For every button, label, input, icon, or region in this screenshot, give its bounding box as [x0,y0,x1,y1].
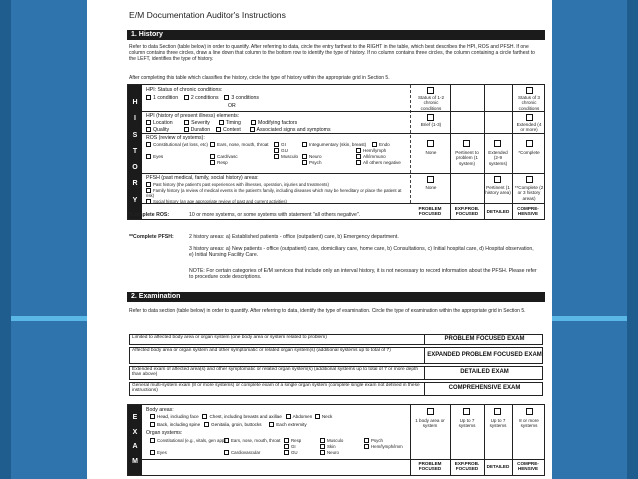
item-label: Psych [309,160,322,165]
col1-hpi: Brief (1-3) [420,122,442,127]
checkbox[interactable] [146,127,151,132]
item-label: Head, including face [157,414,199,419]
checkbox[interactable] [526,140,533,147]
item-label: Card/vasc [217,154,238,159]
checkbox[interactable] [184,120,189,125]
item-label: All others negative [363,160,401,165]
exam-type-expanded[interactable]: EXP.PROB. FOCUSED [454,461,480,471]
checkbox[interactable] [224,95,229,100]
col2-ros: Pertinent to problem (1 system) [455,150,479,166]
checkbox[interactable] [427,87,434,94]
checkbox[interactable] [210,142,215,147]
exam-row-description: General multi-system exam (8 or more systems) or complete exam of a single organ system (complete single exam not defined in these instructions) [132,383,420,393]
checkbox[interactable] [372,142,377,147]
row-divider [142,173,544,174]
checkbox[interactable] [526,408,533,415]
checkbox[interactable] [216,127,221,132]
checkbox[interactable] [146,120,151,125]
item-label: Context [222,127,241,133]
checkbox[interactable] [364,438,369,443]
vertical-letter: X [132,428,138,436]
vertical-letter: T [132,147,138,155]
checkbox[interactable] [146,95,151,100]
col2-hpi: Extended (4 or more) [516,122,542,133]
item-label: GU [291,450,298,455]
item-label: All/immuno [363,154,386,159]
checkbox[interactable] [320,438,325,443]
checkbox[interactable] [150,438,155,443]
exam-type-label[interactable]: EXPANDED PROBLEM FOCUSED EXAM [424,348,544,363]
item-label: Abdomen [292,414,313,419]
pfsh-label: PFSH (past medical, family, social history) areas: [146,175,259,181]
history-type-expanded[interactable]: EXP.PROB. FOCUSED [454,206,480,216]
checkbox[interactable] [526,176,533,183]
history-table [127,84,545,220]
history-type-comprehensive[interactable]: COMPRE-HENSIVE [517,206,539,216]
item-label: Each extremity [276,422,307,427]
checkbox[interactable] [356,154,361,159]
checkbox[interactable] [427,114,434,121]
col1-ros: None [425,150,437,155]
checkbox[interactable] [494,140,501,147]
item-label: Modifying factors [258,120,298,126]
vertical-letter: I [134,115,136,123]
exam-type-label[interactable]: DETAILED EXAM [424,367,544,379]
checkbox[interactable] [427,140,434,147]
item-label: Neuro [327,450,339,455]
item-label: Severity [191,120,210,126]
vertical-letter: M [132,457,138,465]
item-label: GU [281,148,288,153]
accent-stripe-left [11,316,87,321]
checkbox[interactable] [224,438,229,443]
pfsh-items [146,182,408,204]
exam-table [127,404,545,476]
slide-border-left [0,0,11,479]
item-label: Neuro [309,154,322,159]
exam-col4: 8 or more systems [519,418,539,429]
vertical-letter: H [132,99,138,107]
checkbox[interactable] [269,422,274,427]
checkbox[interactable] [146,199,151,204]
checkbox[interactable] [320,444,325,449]
checkbox[interactable] [274,148,279,153]
checkbox[interactable] [494,176,501,183]
checkbox[interactable] [150,422,155,427]
item-label: Timing [225,120,241,126]
checkbox[interactable] [494,408,501,415]
checkbox[interactable] [315,414,320,419]
option-label: 2 conditions [190,95,219,101]
document-page [87,0,552,479]
item-label: Duration [190,127,211,133]
exam-type-problem-focused[interactable]: PROBLEM FOCUSED [418,461,442,471]
exam-row [129,382,543,396]
exam-row [129,334,543,345]
item-label: Quality [153,127,170,133]
vertical-letter: S [132,131,138,139]
ros-label: ROS (review of systems): [146,135,205,141]
item-label: Hem/lymph/imm [371,444,403,449]
complete-ros-text: 10 or more systems, or some systems with statement "all others negative". [189,212,361,218]
vertical-letter: E [132,414,138,422]
checkbox[interactable] [184,127,189,132]
col1-pfsh: None [425,185,437,190]
item-label: Integumentary (skin, breast) [309,142,367,147]
item-label: GI [291,444,296,449]
history-section-header: 1. History [127,30,545,40]
checkbox[interactable] [274,142,279,147]
complete-ros-label: *Complete ROS: [129,212,170,218]
organ-systems-label: Organ systems: [146,430,183,436]
hpi-chronic-options [146,95,259,101]
history-type-problem-focused[interactable]: PROBLEM FOCUSED [418,206,442,216]
checkbox[interactable] [204,422,209,427]
item-label: Neck [321,414,333,419]
checkbox[interactable] [286,414,291,419]
column-divider [410,85,411,203]
checkbox[interactable] [146,142,151,147]
hpi-present-row1 [146,120,297,126]
checkbox[interactable] [146,182,151,187]
checkbox[interactable] [427,408,434,415]
item-label: Endo [379,142,390,147]
examination-instructions: Refer to data section (table below) in order to quantify. After referring to data, identify the type of examination. Circle the type of examination within the appropriate grid in Section 5. [129,308,526,314]
item-label: Associated signs and symptoms [256,127,331,133]
item-label: Musculo [281,154,299,159]
item-label: Resp [291,438,302,443]
hpi-present-label: HPI (history of present illness) elements: [146,113,240,119]
hpi-chronic-label: HPI: Status of chronic conditions: [146,87,223,93]
checkbox[interactable] [224,450,229,455]
checkbox[interactable] [250,127,255,132]
item-label: Ears, nose, mouth, throat [217,142,269,147]
checkbox[interactable] [210,160,215,165]
complete-pfsh-text1: 2 history areas: a) Established patients - office (outpatient) care, b) Emergency department. [189,234,399,240]
item-label: Constitutional (e.g., vitals, gen app) [157,438,226,443]
row-divider [142,459,544,460]
item-label: Cardiovascular [231,450,261,455]
exam-row-description: Limited to affected body area or organ system (one body area or system related to problem) [132,335,327,340]
exam-type-comprehensive[interactable]: COMPRE-HENSIVE [517,461,539,471]
checkbox[interactable] [302,142,307,147]
option-label: 3 conditions [231,95,259,101]
column-divider [512,85,513,219]
document-title: E/M Documentation Auditor's Instructions [129,10,286,20]
checkbox[interactable] [356,148,361,153]
accent-stripe-right [552,316,627,321]
checkbox[interactable] [150,414,155,419]
vertical-letter: R [132,180,138,188]
item-label: Social history (an age appropriate review of past and current activities) [153,198,287,204]
checkbox[interactable] [184,95,189,100]
exam-type-label[interactable]: COMPREHENSIVE EXAM [424,383,544,395]
checkbox[interactable] [202,414,207,419]
checkbox[interactable] [526,87,533,94]
checkbox[interactable] [356,160,361,165]
exam-col2: Up to 7 systems [458,418,476,429]
option-label: 1 condition [153,95,179,101]
hpi-present-row2 [146,127,331,133]
checkbox[interactable] [274,154,279,159]
exam-row-description: Affected body area or organ system and other symptomatic or related organ system(s) (additional systems up to total of 7) [132,348,391,353]
exam-row-description: Extended exam of affected area(s) and other symptomatic or related organ system(s) (additional systems up to total of 7 or more depth than above) [132,367,419,377]
item-label: Constitutional (wt loss, etc) [153,142,208,147]
exam-type-label[interactable]: PROBLEM FOCUSED EXAM [424,335,544,344]
checkbox[interactable] [251,120,256,125]
or-label: OR [228,103,236,109]
complete-pfsh-label: **Complete PFSH: [129,234,174,240]
examination-section-header: 2. Examination [127,292,545,302]
body-areas-label: Body areas: [146,407,174,413]
checkbox[interactable] [219,120,224,125]
item-label: Chest, including breasts and axillae [209,414,282,419]
slide-background-right [552,0,627,479]
history-after-text: After completing this table which classifies the history, circle the type of history within the appropriate grid in Section 5. [129,75,390,81]
col1-chronic: Status of 1-2 chronic conditions [417,95,445,111]
exam-vertical-label [128,405,142,475]
exam-row [129,347,543,364]
checkbox[interactable] [146,154,151,159]
col3-ros: Extended (2-9 systems) [488,150,508,166]
exam-col3: Up to 7 systems [489,418,507,429]
vertical-letter: A [132,443,138,451]
slide-border-right [627,0,638,479]
exam-row [129,366,543,380]
checkbox[interactable] [364,444,369,449]
vertical-letter: Y [132,196,138,204]
item-label: Eyes [157,450,167,455]
row-divider [142,111,544,112]
item-label: Resp [217,160,228,165]
col2-chronic: Status of 3 chronic conditions [518,95,540,111]
item-label: Skin [327,444,336,449]
col3-pfsh: Pertinent (1 history area) [485,185,511,196]
history-type-detailed[interactable]: DETAILED [486,209,510,214]
pfsh-note: NOTE: For certain categories of E/M services that include only an interval history, it is not necessary to record information about the PFSH. Please refer to procedure code descriptions. [189,268,537,281]
checkbox[interactable] [427,176,434,183]
checkbox[interactable] [302,160,307,165]
checkbox[interactable] [302,154,307,159]
col4-ros: *Complete [518,150,540,155]
checkbox[interactable] [150,450,155,455]
item-label: GI [281,142,286,147]
checkbox[interactable] [526,114,533,121]
item-label: Genitalia, groin, buttocks [211,422,262,427]
checkbox[interactable] [284,438,289,443]
checkbox[interactable] [210,154,215,159]
col4-pfsh: **Complete (2 or 3 history areas) [514,185,544,201]
checkbox[interactable] [463,408,470,415]
body-areas-row1 [150,414,332,420]
checkbox[interactable] [284,450,289,455]
checkbox[interactable] [284,444,289,449]
item-label: Past history (the patient's past experiences with illnesses, operation, injuries and treatments) [153,182,329,187]
history-vertical-label [128,85,142,219]
checkbox[interactable] [463,140,470,147]
vertical-letter: O [132,164,138,172]
item-label: Musculo [327,438,344,443]
exam-col1: 1 body area or system [415,418,445,429]
body-areas-row2 [150,422,307,428]
item-label: Ears, nose, mouth, throat [231,438,281,443]
history-instructions: Refer to data Section (table below) in order to quantify. After referring to data, circle the entry farthest to the RIGHT in the table, which best describes the HPI, ROS and PFSH. If one column contains three circles, draw a line down that column to the bottom row to identify the type of history. If no column contains three circles, the column containing a circle farthest to the LEFT, identifies the type of history. [129,44,535,62]
item-label: Eyes [153,154,164,159]
item-label: Location [153,120,173,126]
checkbox[interactable] [320,450,325,455]
exam-type-detailed[interactable]: DETAILED [486,464,510,469]
item-label: Psych [371,438,383,443]
item-label: Family history (a review of medical events in the patient's family, including diseases which may be hereditary or place the patient at risk) [146,187,402,198]
item-label: Hem/lymph [363,148,387,153]
complete-pfsh-text2: 3 history areas: a) New patients - office (outpatient) care, domiciliary care, home care, b) Consultations, c) Initial hospital care, d) Hospital observation, e) Initial Nursing Facility Care. [189,246,534,259]
slide-background-left [11,0,87,479]
item-label: Back, including spine [157,422,201,427]
